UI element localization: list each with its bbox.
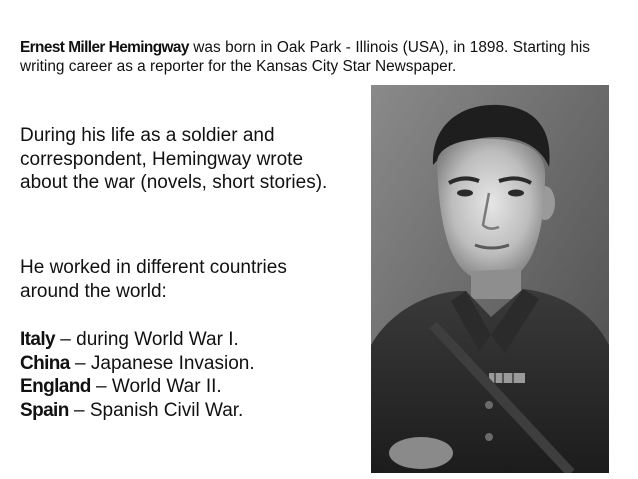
portrait-photo — [371, 85, 609, 473]
war-line-1: During his life as a soldier and — [20, 125, 275, 146]
country-name: Italy — [20, 329, 56, 350]
country-name: England — [20, 376, 91, 397]
country-name: Spain — [20, 399, 69, 421]
countries-intro-line-2: around the world: — [20, 280, 167, 302]
country-item-england — [20, 375, 255, 399]
country-item-china — [20, 352, 255, 376]
countries-list — [20, 328, 255, 422]
country-item-italy — [20, 328, 255, 352]
intro-text: was born in Oak Park - Illinois (USA), in 1898. Starting his writing career as a reporter for the Kansas City Star Newspaper. — [20, 39, 590, 75]
country-desc: – Spanish Civil War. — [68, 399, 244, 421]
country-desc: – World War II. — [90, 376, 222, 397]
war-line-3: about the war (novels, short stories). — [20, 172, 328, 193]
country-name: China — [20, 352, 70, 374]
countries-intro-line-1: He worked in different countries — [20, 257, 287, 278]
intro-paragraph — [20, 38, 590, 76]
war-line-2: correspondent, Hemingway wrote — [20, 148, 304, 170]
countries-intro-paragraph — [20, 256, 287, 303]
country-desc: – Japanese Invasion. — [69, 352, 255, 374]
country-desc: – during World War I. — [55, 329, 239, 350]
country-item-spain — [20, 399, 255, 423]
author-name: Ernest Miller Hemingway — [20, 39, 189, 56]
war-paragraph — [20, 124, 327, 195]
